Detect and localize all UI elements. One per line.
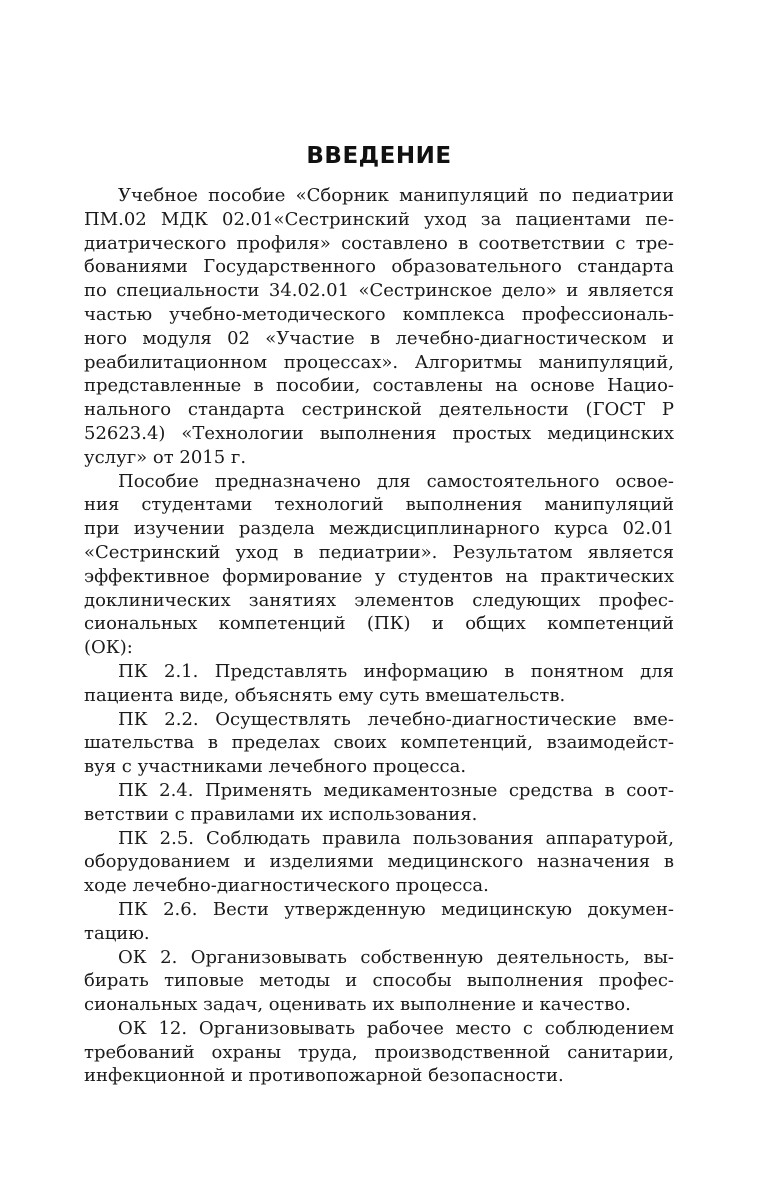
paragraph [84, 660, 674, 708]
text-line: ОК 2. Организовывать собственную деятельность, вы- [118, 946, 674, 968]
text-line: (ОК): [84, 637, 133, 659]
paragraph [84, 898, 674, 946]
paragraph [84, 1017, 674, 1088]
text-line: вуя с участниками лечебного процесса. [84, 756, 467, 778]
text-line: Пособие предназначено для самостоятельного освое- [118, 470, 674, 492]
text-line: ОК 12. Организовывать рабочее место с соблюдением [118, 1017, 674, 1039]
paragraph [84, 779, 674, 827]
text-line: ПК 2.2. Осуществлять лечебно-диагностические вме- [118, 708, 674, 730]
paragraph [84, 946, 674, 1017]
page-title: ВВЕДЕНИЕ [306, 143, 452, 169]
text-line: инфекционной и противопожарной безопасности. [84, 1065, 564, 1087]
text-line: диатрического профиля» составлено в соответствии с тре- [84, 232, 674, 254]
paragraph [84, 184, 674, 470]
body-text [84, 184, 674, 1088]
text-line: 52623.4) «Технологии выполнения простых медицинских [84, 422, 674, 444]
text-line: услуг» от 2015 г. [84, 446, 247, 468]
text-line: тацию. [84, 922, 150, 944]
text-line: бованиями Государственного образовательного стандарта [84, 256, 674, 278]
text-line: оборудованием и изделиями медицинского назначения в [84, 851, 674, 873]
text-line: «Сестринский уход в педиатрии». Результатом является [84, 541, 674, 563]
text-line: эффективное формирование у студентов на практических [84, 565, 674, 587]
text-line: сиональных задач, оценивать их выполнение и качество. [84, 994, 631, 1016]
text-line: ния студентами технологий выполнения манипуляций [84, 494, 674, 516]
text-line: нального стандарта сестринской деятельности (ГОСТ Р [84, 399, 674, 421]
paragraph [84, 470, 674, 660]
text-line: ПМ.02 МДК 02.01«Сестринский уход за пациентами пе- [84, 208, 674, 230]
text-line: сиональных компетенций (ПК) и общих компетенций [84, 613, 674, 635]
text-line: реабилитационном процессах». Алгоритмы манипуляций, [84, 351, 674, 373]
text-line: ПК 2.6. Вести утвержденную медицинскую докумен- [118, 898, 674, 920]
text-line: частью учебно-методического комплекса профессиональ- [84, 303, 674, 325]
text-line: бирать типовые методы и способы выполнения профес- [84, 970, 674, 992]
text-line: шательства в пределах своих компетенций, взаимодейст- [84, 732, 674, 754]
text-line: пациента виде, объяснять ему суть вмешательств. [84, 684, 566, 706]
text-line: представленные в пособии, составлены на основе Нацио- [84, 375, 674, 397]
text-line: при изучении раздела междисциплинарного курса 02.01 [84, 518, 674, 540]
text-line: ПК 2.4. Применять медикаментозные средства в соот- [118, 779, 674, 801]
text-line: по специальности 34.02.01 «Сестринское дело» и является [84, 280, 674, 302]
text-line: ного модуля 02 «Участие в лечебно-диагностическом и [84, 327, 674, 349]
text-line: ходе лечебно-диагностического процесса. [84, 875, 489, 897]
text-line: требований охраны труда, производственной санитарии, [84, 1041, 674, 1063]
text-line: Учебное пособие «Сборник манипуляций по педиатрии [118, 185, 674, 206]
text-line: ПК 2.5. Соблюдать правила пользования аппаратурой, [118, 827, 674, 849]
text-line: доклинических занятиях элементов следующих профес- [84, 589, 674, 611]
paragraph [84, 708, 674, 779]
text-line: ПК 2.1. Представлять информацию в понятном для [118, 660, 674, 682]
paragraph [84, 827, 674, 898]
text-line: ветствии с правилами их использования. [84, 803, 478, 825]
document-page [84, 142, 674, 1088]
